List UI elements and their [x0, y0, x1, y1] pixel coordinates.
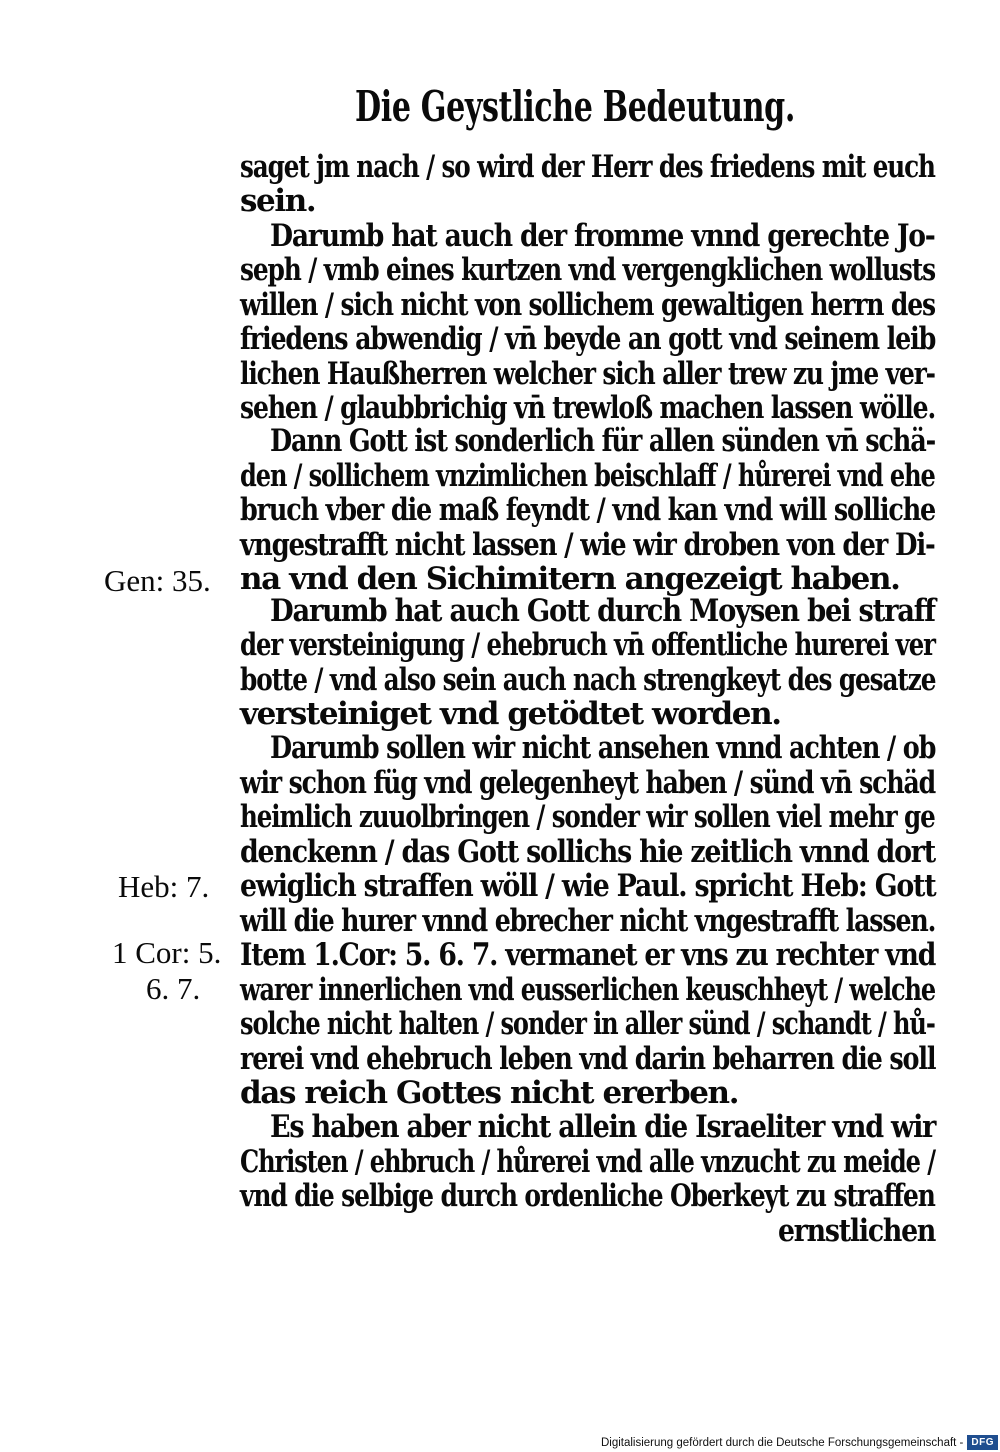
text-line: vngestrafft nicht lassen / wie wir droben von der Di-	[240, 527, 935, 563]
text-line: solche nicht halten / sonder in aller sünd / schandt / hů-	[240, 1006, 935, 1042]
text-line: Item 1.Cor: 5. 6. 7. vermanet er vns zu rechter vnd	[240, 937, 936, 973]
text-line: bruch vber die maß feyndt / vnd kan vnd will solliche	[240, 492, 936, 528]
text-line: seph / vmb eines kurtzen vnd vergengklichen wollusts	[240, 252, 935, 288]
text-line: Christen / ehbruch / hůrerei vnd alle vnzucht zu meide /	[240, 1144, 935, 1180]
margin-note-heb: Heb: 7.	[118, 869, 210, 904]
text-line: heimlich zuuolbringen / sonder wir sollen viel mehr ge	[240, 799, 935, 835]
text-line: friedens abwendig / vn̄ beyde an gott vnd seinem leib	[240, 321, 936, 357]
page-title: Die Geystliche Bedeutung.	[355, 82, 795, 131]
text-line: na vnd den Sichimitern angezeigt haben.	[240, 561, 900, 597]
text-line: denckenn / das Gott sollichs hie zeitlich vnnd dort	[240, 834, 935, 870]
text-line: ewiglich straffen wöll / wie Paul. spricht Heb: Gott	[240, 868, 936, 904]
text-line: lichen Haußherren welcher sich aller trew zu jme ver-	[240, 356, 935, 392]
text-line: Darumb sollen wir nicht ansehen vnnd achten / ob	[270, 730, 936, 766]
footer-text: Digitalisierung gefördert durch die Deutsche Forschungsgemeinschaft -	[600, 1436, 964, 1449]
text-line: will die hurer vnnd ebrecher nicht vngestrafft lassen.	[240, 903, 936, 939]
text-line: rerei vnd ehebruch leben vnd darin beharren die soll	[240, 1041, 936, 1077]
text-line: sehen / glaubbrichig vn̄ trewloß machen lassen wölle.	[240, 390, 936, 426]
text-line: warer innerlichen vnd eusserlichen keuschheyt / welche	[240, 972, 936, 1008]
text-line: versteiniget vnd getödtet worden.	[240, 696, 781, 732]
text-line: vnd die selbige durch ordenliche Oberkeyt zu straffen	[240, 1178, 935, 1214]
text-line: den / sollichem vnzimlichen beischlaff / hůrerei vnd ehe	[240, 458, 935, 494]
catchword: ernstlichen	[778, 1213, 936, 1249]
text-line: Dann Gott ist sonderlich für allen sünden vn̄ schä-	[270, 423, 936, 459]
text-line: Es haben aber nicht allein die Israeliter vnd wir	[270, 1109, 936, 1145]
digitization-footer	[601, 1433, 1000, 1452]
text-line: willen / sich nicht von sollichem gewaltigen herrn des	[240, 287, 936, 323]
margin-note-cor-verses: 6. 7.	[146, 971, 201, 1006]
text-line: Darumb hat auch Gott durch Moysen bei straff	[270, 593, 935, 629]
text-line: saget jm nach / so wird der Herr des friedens mit euch	[240, 149, 935, 185]
dfg-logo-icon: DFG	[967, 1435, 998, 1450]
margin-note-gen: Gen: 35.	[104, 563, 211, 598]
text-line: sein.	[240, 183, 316, 219]
text-line: wir schon füg vnd gelegenheyt haben / sünd vn̄ schäd	[240, 765, 936, 801]
text-line: das reich Gottes nicht ererben.	[240, 1075, 739, 1111]
text-line: der versteinigung / ehebruch vn̄ offentliche hurerei ver	[240, 627, 935, 663]
margin-note-cor: 1 Cor: 5.	[112, 935, 222, 970]
text-line: Darumb hat auch der fromme vnnd gerechte Jo-	[270, 218, 935, 254]
text-line: botte / vnd also sein auch nach strengkeyt des gesatze	[240, 662, 936, 698]
